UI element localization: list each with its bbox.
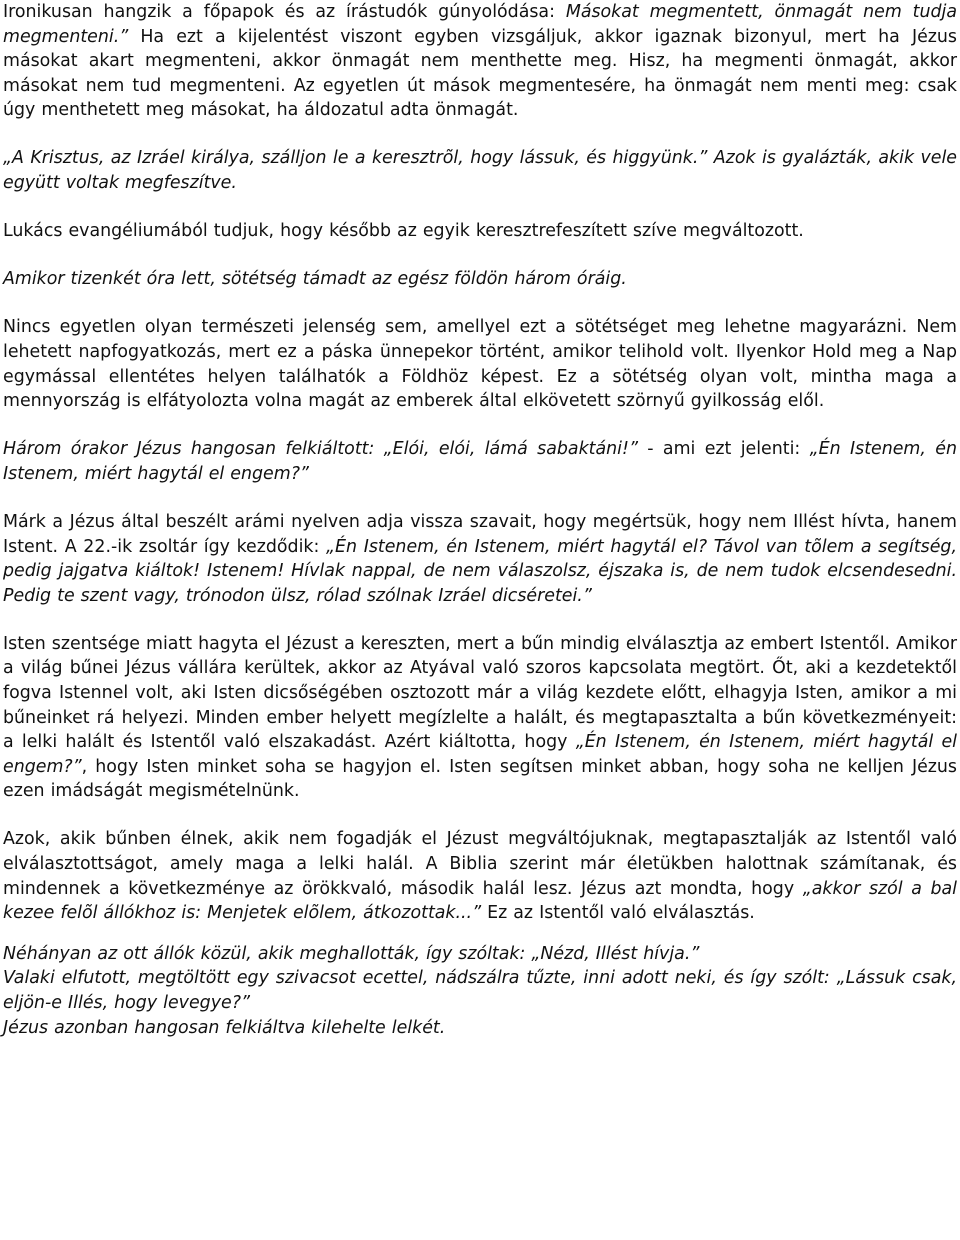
- paragraph-separation: [3, 827, 957, 925]
- text-run: Ironikusan hangzik a főpapok és az írástudók gúnyolódása:: [3, 2, 566, 22]
- paragraph-no-natural-phenomenon: Nincs egyetlen olyan természeti jelenség sem, amellyel ezt a sötétséget meg lehetne magyarázni. Nem lehetett napfogyatkozás, mert ez a páska ünnepekor történt, amikor telihold volt. Ilyenkor Hold meg a Nap egymással ellentétes helyen találhatók a Földhöz képest. Ez a sötétség olyan volt, mintha maga a mennyország is elfátyolozta volna magát az emberek által elkövetett szörnyű gyilkosság elől.: [3, 317, 957, 412]
- paragraph-darkness: Amikor tizenkét óra lett, sötétség támadt az egész földön három óráig.: [3, 269, 627, 290]
- paragraph-king-of-israel: „A Krisztus, az Izráel királya, szálljon le a keresztrõl, hogy lássuk, és higgyünk.” Azok is gyalázták, akik vele együtt voltak megfeszítve.: [3, 148, 957, 194]
- quote-my-god-repeat: „Én Istenem, én Istenem, miért hagytál el engem?”: [3, 732, 957, 777]
- paragraph-sponge: Valaki elfutott, megtöltött egy szivacsot ecettel, nádszálra tűzte, inni adott neki, és így szólt: „Lássuk csak, eljön-e Illés, hogy levegye?”: [3, 968, 957, 1013]
- text-run: , hogy Isten minket soha se hagyjon el. Isten segítsen minket abban, hogy soha ne kelljen Jézus ezen imádságát megismételnünk.: [3, 756, 957, 802]
- paragraph-mark-aramaic: [3, 510, 957, 608]
- text-run: Ha ezt a kijelentést viszont egyben vizsgáljuk, akkor igaznak bizonyul, mert ha Jézus másokat akart megmenteni, akkor önmagát nem menthette meg. Hisz, ha megmenti önmagát, akkor másokat nem tud megmenteni. Az egyetlen út mások megmentesére, ha önmagát nem menti meg: csak úgy menthetett meg másokat, ha áldozatul adta önmagát.: [3, 26, 957, 121]
- quote-psalm-22: „Én Istenem, én Istenem, miért hagytál el? Távol van tõlem a segítség, pedig jajgatva kiáltok! Istenem! Hívlak nappal, de nem válaszolsz, éjszaka is, de nem tudok elcsendesedni. Pedig te szent vagy, trónodon ülsz, rólad szólnak Izráel dicséretei.”: [3, 536, 957, 606]
- document-page: [3, 0, 957, 1040]
- quote-my-god: „Én Istenem, én Istenem, miért hagytál el engem?”: [3, 439, 957, 484]
- paragraph-irony: [3, 0, 957, 123]
- text-run: Isten szentsége miatt hagyta el Jézust a kereszten, mert a bűn mindig elválasztja az embert Istentől. Amikor a világ bűnei Jézus vállára kerültek, akkor az Atyával való szoros kapcsolata megtört. Őt, aki a kezdetektől fogva Istennel volt, aki Isten dicsőségében osztozott már a világ kezdete előtt, elhagyja Isten, amikor a mi bűneinket rá helyezi. Minden ember helyett megízlelte a halált, és megtapasztalta a bűn következményeit: a lelki halált és Istentől való elszakadást. Azért kiáltotta, hogy: [3, 633, 957, 753]
- quote-eloi: Három órakor Jézus hangosan felkiáltott: „Elói, elói, lámá sabaktáni!”: [3, 439, 638, 460]
- paragraph-luke: Lukács evangéliumából tudjuk, hogy később az egyik keresztrefeszített szíve megváltozott.: [3, 221, 804, 242]
- text-run: Márk a Jézus által beszélt arámi nyelven adja vissza szavait, hogy megértsük, hogy nem Illést hívta, hanem Istent. A 22.-ik zsoltár így kezdődik:: [3, 511, 957, 557]
- paragraph-calling-elijah: Néhányan az ott állók közül, akik meghallották, így szóltak: „Nézd, Illést hívja.”: [3, 943, 700, 964]
- paragraph-holiness: [3, 632, 957, 804]
- paragraph-cry-out: [3, 437, 957, 486]
- quote-left-hand: „akkor szól a bal kezee felõl állókhoz is: Menjetek elõlem, átkozottak...”: [3, 878, 957, 924]
- text-run: Azok, akik bűnben élnek, akik nem fogadják el Jézust megváltójuknak, megtapasztalják az Istentől való elválasztottságot, amely maga a lelki halál. A Biblia szerint már életükben halottnak számítanak, és mindennek a következménye az örökkvaló, második halál lesz. Jézus azt mondta, hogy: [3, 829, 957, 899]
- text-run: - ami ezt jelenti:: [637, 439, 810, 460]
- paragraph-last-breath: Jézus azonban hangosan felkiáltva kilehelte lelkét.: [3, 1017, 446, 1038]
- text-run: Ez az Istentől való elválasztás.: [481, 903, 755, 924]
- quote-mockery: Másokat megmentett, önmagát nem tudja megmenteni.”: [3, 2, 957, 47]
